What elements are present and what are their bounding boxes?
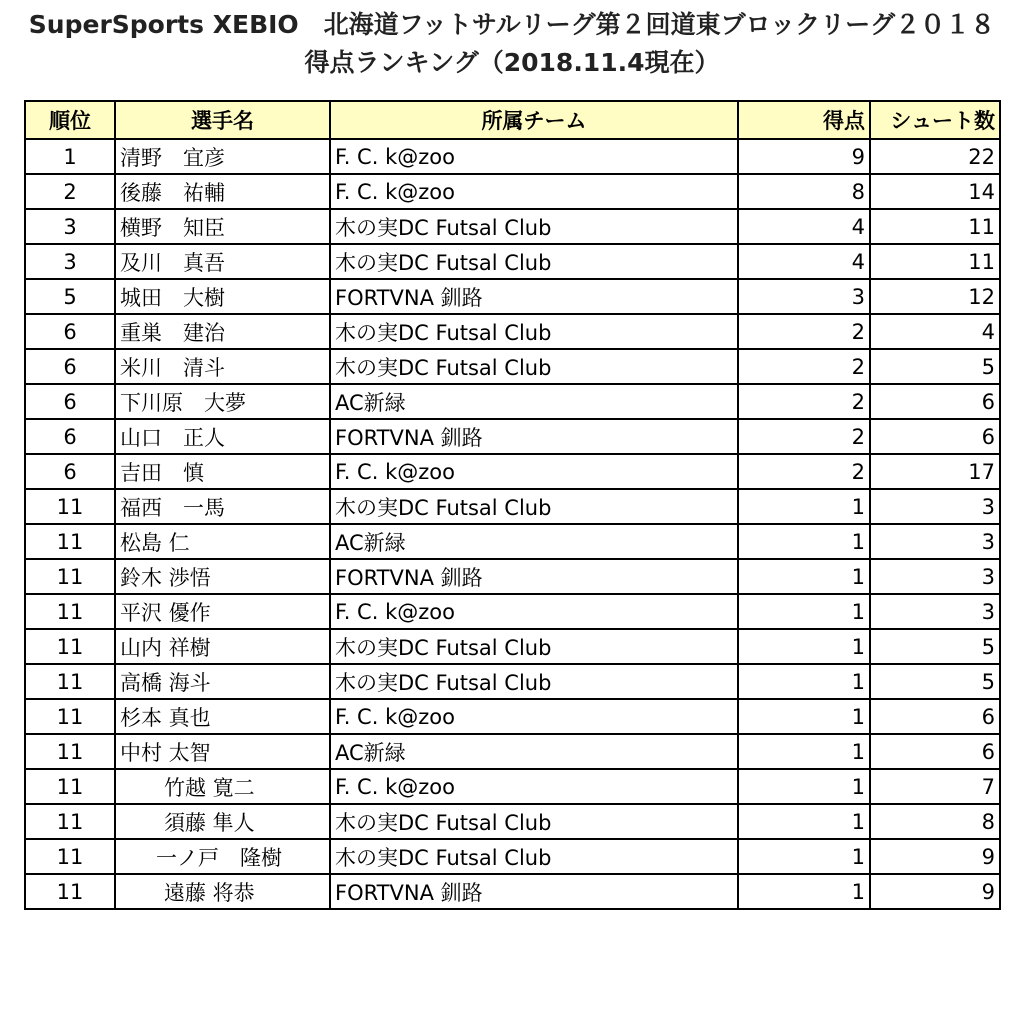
- shots-cell: 9: [870, 839, 1000, 874]
- team-cell: F. C. k@zoo: [330, 594, 738, 629]
- goals-cell: 1: [738, 804, 870, 839]
- player-name-cell: 後藤 祐輔: [115, 174, 330, 209]
- team-cell: 木の実DC Futsal Club: [330, 664, 738, 699]
- table-row: [25, 839, 1000, 874]
- team-cell: 木の実DC Futsal Club: [330, 839, 738, 874]
- player-name-cell: 下川原 大夢: [115, 384, 330, 419]
- shots-cell: 5: [870, 664, 1000, 699]
- table-row: [25, 174, 1000, 209]
- rank-cell: 11: [25, 524, 115, 559]
- team-cell: FORTVNA 釧路: [330, 874, 738, 909]
- goals-cell: 2: [738, 454, 870, 489]
- shots-cell: 3: [870, 594, 1000, 629]
- team-cell: FORTVNA 釧路: [330, 559, 738, 594]
- goals-cell: 2: [738, 384, 870, 419]
- table-row: [25, 734, 1000, 769]
- team-cell: F. C. k@zoo: [330, 174, 738, 209]
- team-cell: 木の実DC Futsal Club: [330, 349, 738, 384]
- shots-cell: 5: [870, 349, 1000, 384]
- player-name-cell: 城田 大樹: [115, 279, 330, 314]
- table-row: [25, 349, 1000, 384]
- shots-cell: 17: [870, 454, 1000, 489]
- team-cell: F. C. k@zoo: [330, 699, 738, 734]
- table-row: [25, 489, 1000, 524]
- team-cell: 木の実DC Futsal Club: [330, 489, 738, 524]
- rank-cell: 3: [25, 244, 115, 279]
- goals-cell: 1: [738, 629, 870, 664]
- rank-cell: 11: [25, 839, 115, 874]
- player-name-cell: 遠藤 将恭: [115, 874, 330, 909]
- table-row: [25, 664, 1000, 699]
- table-row: [25, 524, 1000, 559]
- shots-cell: 14: [870, 174, 1000, 209]
- shots-cell: 6: [870, 419, 1000, 454]
- team-cell: F. C. k@zoo: [330, 139, 738, 174]
- table-row: [25, 419, 1000, 454]
- shots-cell: 6: [870, 699, 1000, 734]
- shots-cell: 3: [870, 489, 1000, 524]
- goals-cell: 8: [738, 174, 870, 209]
- team-cell: 木の実DC Futsal Club: [330, 629, 738, 664]
- rank-cell: 11: [25, 734, 115, 769]
- player-name-cell: 福西 一馬: [115, 489, 330, 524]
- goals-cell: 2: [738, 349, 870, 384]
- goals-cell: 1: [738, 559, 870, 594]
- table-body: [25, 139, 1000, 909]
- table-row: [25, 384, 1000, 419]
- header-rank: 順位: [25, 101, 115, 139]
- goals-cell: 1: [738, 594, 870, 629]
- player-name-cell: 一ノ戸 隆樹: [115, 839, 330, 874]
- shots-cell: 6: [870, 384, 1000, 419]
- rank-cell: 6: [25, 454, 115, 489]
- table-row: [25, 769, 1000, 804]
- team-cell: F. C. k@zoo: [330, 769, 738, 804]
- rank-cell: 11: [25, 699, 115, 734]
- goals-cell: 1: [738, 734, 870, 769]
- table-row: [25, 629, 1000, 664]
- rank-cell: 11: [25, 664, 115, 699]
- table-row: [25, 559, 1000, 594]
- table-row: [25, 804, 1000, 839]
- player-name-cell: 米川 清斗: [115, 349, 330, 384]
- table-row: [25, 279, 1000, 314]
- team-cell: FORTVNA 釧路: [330, 419, 738, 454]
- goals-cell: 9: [738, 139, 870, 174]
- shots-cell: 8: [870, 804, 1000, 839]
- goals-cell: 3: [738, 279, 870, 314]
- player-name-cell: 山内 祥樹: [115, 629, 330, 664]
- player-name-cell: 須藤 隼人: [115, 804, 330, 839]
- rank-cell: 6: [25, 349, 115, 384]
- rank-cell: 3: [25, 209, 115, 244]
- player-name-cell: 及川 真吾: [115, 244, 330, 279]
- rank-cell: 6: [25, 384, 115, 419]
- team-cell: 木の実DC Futsal Club: [330, 804, 738, 839]
- goals-cell: 2: [738, 314, 870, 349]
- player-name-cell: 松島 仁: [115, 524, 330, 559]
- team-cell: 木の実DC Futsal Club: [330, 314, 738, 349]
- page-subtitle: 得点ランキング（2018.11.4現在）: [304, 48, 720, 77]
- rank-cell: 11: [25, 559, 115, 594]
- goals-cell: 4: [738, 209, 870, 244]
- rank-cell: 11: [25, 594, 115, 629]
- rank-cell: 11: [25, 769, 115, 804]
- table-row: [25, 244, 1000, 279]
- shots-cell: 11: [870, 244, 1000, 279]
- team-cell: AC新緑: [330, 524, 738, 559]
- rank-cell: 11: [25, 629, 115, 664]
- player-name-cell: 高橋 海斗: [115, 664, 330, 699]
- player-name-cell: 中村 太智: [115, 734, 330, 769]
- shots-cell: 7: [870, 769, 1000, 804]
- header-goals: 得点: [738, 101, 870, 139]
- goals-cell: 1: [738, 769, 870, 804]
- team-cell: AC新緑: [330, 734, 738, 769]
- scoring-ranking-table: [24, 100, 1001, 910]
- shots-cell: 5: [870, 629, 1000, 664]
- table-row: [25, 314, 1000, 349]
- team-cell: F. C. k@zoo: [330, 454, 738, 489]
- shots-cell: 9: [870, 874, 1000, 909]
- player-name-cell: 横野 知臣: [115, 209, 330, 244]
- player-name-cell: 吉田 慎: [115, 454, 330, 489]
- title-block: [0, 6, 1024, 82]
- table-row: [25, 699, 1000, 734]
- header-shots: シュート数: [870, 101, 1000, 139]
- rank-cell: 2: [25, 174, 115, 209]
- goals-cell: 4: [738, 244, 870, 279]
- table-row: [25, 454, 1000, 489]
- goals-cell: 1: [738, 489, 870, 524]
- rank-cell: 11: [25, 874, 115, 909]
- team-cell: FORTVNA 釧路: [330, 279, 738, 314]
- goals-cell: 2: [738, 419, 870, 454]
- player-name-cell: 杉本 真也: [115, 699, 330, 734]
- header-team: 所属チーム: [330, 101, 738, 139]
- table-row: [25, 594, 1000, 629]
- player-name-cell: 平沢 優作: [115, 594, 330, 629]
- table-row: [25, 874, 1000, 909]
- rank-cell: 5: [25, 279, 115, 314]
- team-cell: 木の実DC Futsal Club: [330, 244, 738, 279]
- player-name-cell: 竹越 寛二: [115, 769, 330, 804]
- shots-cell: 11: [870, 209, 1000, 244]
- rank-cell: 11: [25, 489, 115, 524]
- goals-cell: 1: [738, 874, 870, 909]
- player-name-cell: 山口 正人: [115, 419, 330, 454]
- shots-cell: 3: [870, 524, 1000, 559]
- shots-cell: 4: [870, 314, 1000, 349]
- team-cell: 木の実DC Futsal Club: [330, 209, 738, 244]
- rank-cell: 6: [25, 314, 115, 349]
- player-name-cell: 清野 宜彦: [115, 139, 330, 174]
- shots-cell: 22: [870, 139, 1000, 174]
- shots-cell: 6: [870, 734, 1000, 769]
- player-name-cell: 重巣 建治: [115, 314, 330, 349]
- player-name-cell: 鈴木 渉悟: [115, 559, 330, 594]
- goals-cell: 1: [738, 524, 870, 559]
- table-header-row: [25, 101, 1000, 139]
- rank-cell: 1: [25, 139, 115, 174]
- page-title: SuperSports XEBIO 北海道フットサルリーグ第２回道東ブロックリーグ２０１８: [28, 10, 996, 39]
- goals-cell: 1: [738, 699, 870, 734]
- team-cell: AC新緑: [330, 384, 738, 419]
- goals-cell: 1: [738, 839, 870, 874]
- rank-cell: 6: [25, 419, 115, 454]
- header-player: 選手名: [115, 101, 330, 139]
- rank-cell: 11: [25, 804, 115, 839]
- goals-cell: 1: [738, 664, 870, 699]
- table-row: [25, 209, 1000, 244]
- table-row: [25, 139, 1000, 174]
- shots-cell: 12: [870, 279, 1000, 314]
- shots-cell: 3: [870, 559, 1000, 594]
